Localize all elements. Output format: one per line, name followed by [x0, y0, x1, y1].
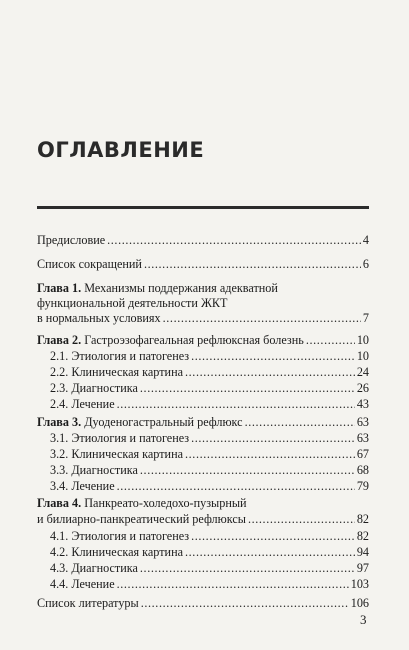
chapter-label: Глава 1. [37, 281, 82, 295]
page-number: 63 [356, 431, 369, 445]
page-number: 24 [356, 365, 369, 379]
toc-section: 3.3. Диагностика ..... 68 [50, 462, 369, 478]
toc-section: 2.2. Клиническая картина ..... 24 [50, 364, 369, 380]
toc-chapter-4-line-2: и билиарно-панкреатический рефлюксы ..... 82 [37, 511, 369, 527]
leader-dots [140, 380, 355, 396]
page-number: 10 [356, 349, 369, 363]
toc-section: 3.1. Этиология и патогенез ..... 63 [50, 430, 369, 446]
page-number: 79 [356, 479, 369, 493]
toc-chapter-1-line-2: функциональной деятельности ЖКТ [37, 296, 228, 310]
toc-section: 3.2. Клиническая картина ..... 67 [50, 446, 369, 462]
page-folio: 3 [360, 612, 367, 627]
leader-dots [107, 232, 361, 248]
page-number: 43 [356, 397, 369, 411]
leader-dots [191, 430, 355, 446]
toc-entry-references: Список литературы ..... 106 [37, 595, 369, 611]
page-number: 97 [356, 561, 369, 575]
leader-dots [117, 576, 349, 592]
page-number: 6 [362, 257, 369, 271]
chapter-label: Глава 2. [37, 333, 82, 347]
chapter-label: Глава 4. [37, 496, 82, 510]
toc-section: 4.4. Лечение ..... 103 [50, 576, 369, 592]
page-number: 94 [356, 545, 369, 559]
toc-chapter-4-line-1: Глава 4. Панкреато-холедохо-пузырный [37, 496, 247, 510]
page-number: 82 [356, 529, 369, 543]
toc-section: 3.4. Лечение ..... 79 [50, 478, 369, 494]
heading-rule [37, 206, 369, 209]
toc-chapter-1-line-3: в нормальных условиях ..... 7 [37, 310, 369, 326]
toc-entry-preface: Предисловие ..... 4 [37, 232, 369, 248]
toc-section: 2.4. Лечение ..... 43 [50, 396, 369, 412]
page-number: 10 [356, 333, 369, 347]
page-title: ОГЛАВЛЕНИЕ [37, 138, 205, 162]
leader-dots [144, 256, 361, 272]
page-number: 4 [362, 233, 369, 247]
leader-dots [117, 396, 355, 412]
page-number: 63 [356, 415, 369, 429]
leader-dots [140, 462, 355, 478]
page-number: 103 [350, 577, 369, 591]
leader-dots [248, 511, 355, 527]
leader-dots [306, 332, 355, 348]
leader-dots [185, 446, 355, 462]
leader-dots [185, 364, 355, 380]
toc-chapter-3: Глава 3. Дуоденогастральный рефлюкс ..... 63 [37, 414, 369, 430]
chapter-label: Глава 3. [37, 415, 82, 429]
page-number: 82 [356, 512, 369, 526]
toc-chapter-1-line-1: Глава 1. Механизмы поддержания адекватной [37, 281, 278, 295]
leader-dots [141, 595, 349, 611]
toc-section: 4.2. Клиническая картина ..... 94 [50, 544, 369, 560]
leader-dots [191, 348, 355, 364]
leader-dots [140, 560, 355, 576]
toc-chapter-2: Глава 2. Гастроэзофагеальная рефлюксная болезнь ..... 10 [37, 332, 369, 348]
leader-dots [163, 310, 361, 326]
toc-section: 2.3. Диагностика ..... 26 [50, 380, 369, 396]
leader-dots [191, 528, 355, 544]
leader-dots [117, 478, 355, 494]
toc-section: 4.1. Этиология и патогенез ..... 82 [50, 528, 369, 544]
leader-dots [245, 414, 355, 430]
leader-dots [185, 544, 355, 560]
toc-section: 2.1. Этиология и патогенез ..... 10 [50, 348, 369, 364]
page-number: 68 [356, 463, 369, 477]
toc-entry-abbreviations: Список сокращений ..... 6 [37, 256, 369, 272]
page-number: 26 [356, 381, 369, 395]
page-number: 106 [350, 596, 369, 610]
page-number: 67 [356, 447, 369, 461]
toc-section: 4.3. Диагностика ..... 97 [50, 560, 369, 576]
page-number: 7 [362, 311, 369, 325]
